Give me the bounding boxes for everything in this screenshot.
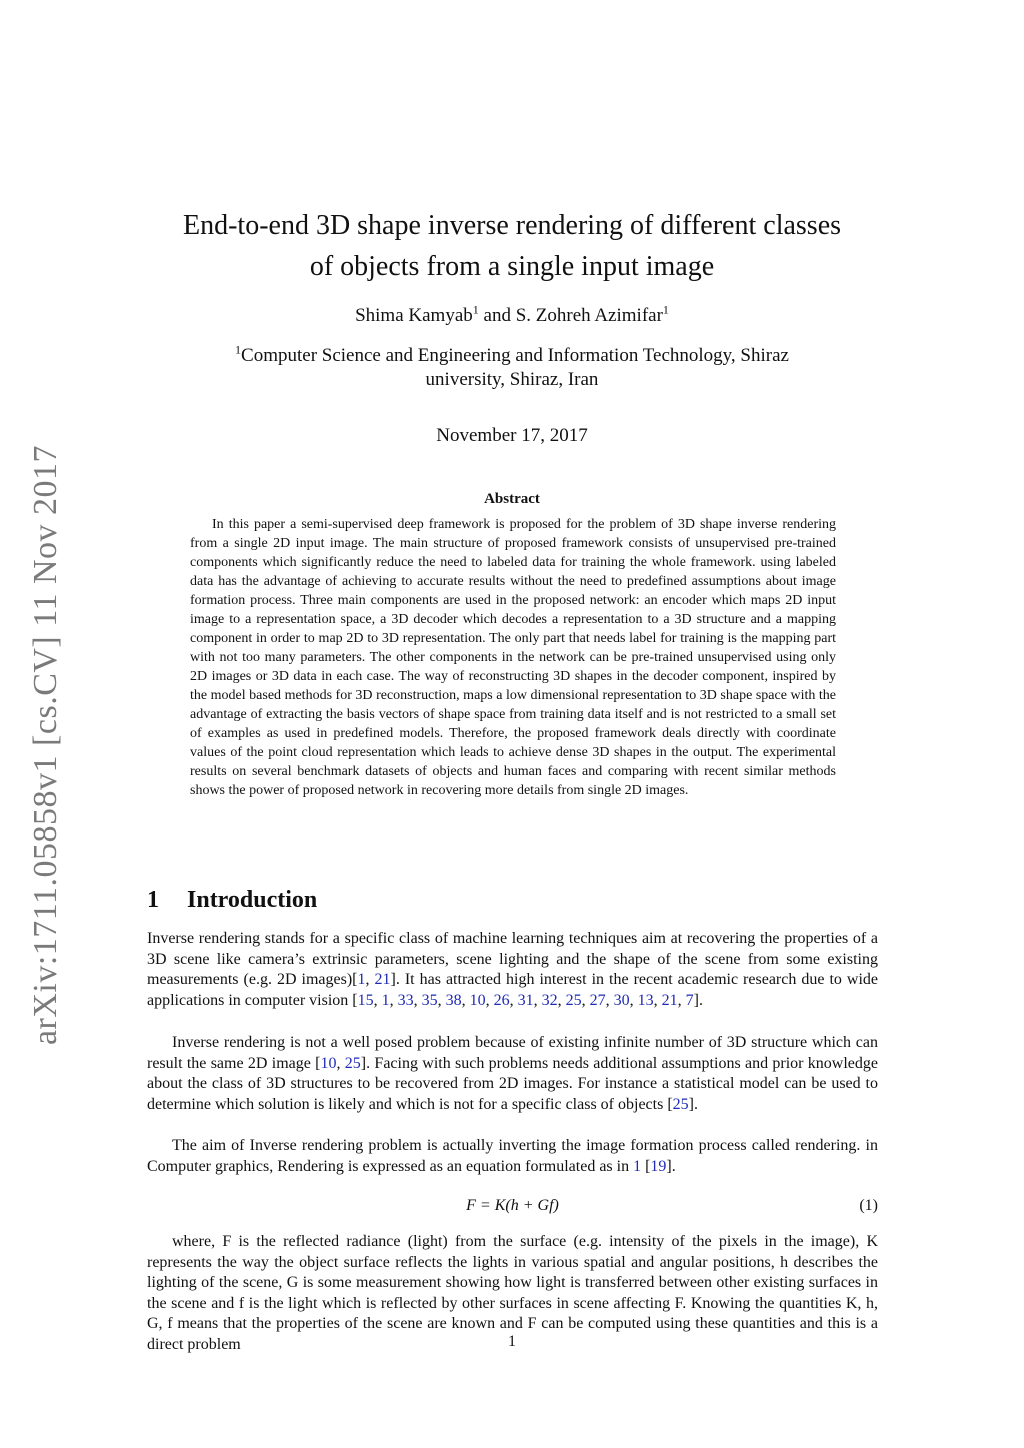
abstract-body: In this paper a semi-supervised deep framework is proposed for the problem of 3D shape inverse rendering from a single 2D input image. The main structure of proposed framework consists of unsupervised pre-trained components which significantly reduce the need to labeled data for training the whole framework. using labeled data has the advantage of achieving to accurate results without the need to predefined assumptions about image formation process. Three main components are used in the proposed network: an encoder which maps 2D input image to a representation space, a 3D decoder which decodes a representation to a 3D structure and a mapping component in order to map 2D to 3D representation. The only part that needs label for training is the mapping part with not too many parameters. The other components in the network can be pre-trained unsupervised using only 2D images or 3D data in each case. The way of reconstructing 3D shapes in the decoder component, inspired by the model based methods for 3D reconstruction, maps a low dimensional representation to 3D shape space with the advantage of extracting the basis vectors of shape space from training data itself and is not restricted to a small set of examples as used in predefined models. Therefore, the proposed framework deals directly with coordinate values of the point cloud representation which leads to achieve dense 3D shapes in the output. The experimental results on several benchmark datasets of objects and human faces and comparing with recent similar methods shows the power of proposed network in recovering more details from single 2D images. xyxy=(190,517,836,798)
citation-link[interactable]: 27 xyxy=(589,991,606,1009)
citation-separator: , xyxy=(389,991,398,1009)
affiliation-line-2: university, Shiraz, Iran xyxy=(425,369,599,390)
citation-link[interactable]: 21 xyxy=(374,971,391,989)
equation-number: (1) xyxy=(859,1197,878,1214)
affiliation xyxy=(170,344,854,392)
paragraph-text: The aim of Inverse rendering problem is actually inverting the image formation process called rendering. in Computer graphics, Rendering is expressed as an equation formulated as in xyxy=(147,1137,878,1175)
citation-link[interactable]: 25 xyxy=(344,1054,361,1072)
author-name: S. Zohreh Azimifar xyxy=(515,305,663,326)
citation-link[interactable]: 25 xyxy=(672,1095,689,1113)
intro-paragraph-3 xyxy=(147,1136,878,1177)
citation-link[interactable]: 13 xyxy=(637,991,654,1009)
citation-separator: , xyxy=(365,971,375,989)
citation-separator: , xyxy=(653,991,662,1009)
citation-link[interactable]: 31 xyxy=(517,991,534,1009)
citation-link[interactable]: 32 xyxy=(541,991,558,1009)
equation-1 xyxy=(147,1194,878,1218)
citation-link[interactable]: 1 xyxy=(357,971,366,989)
citation-link[interactable]: 35 xyxy=(421,991,438,1009)
section-title: Introduction xyxy=(187,887,318,913)
citation-separator: , xyxy=(336,1054,345,1072)
equation-reference-link[interactable]: 1 xyxy=(633,1157,642,1175)
citation-separator: , xyxy=(533,991,542,1009)
author-conjunction: and xyxy=(478,305,516,326)
citation-link[interactable]: 1 xyxy=(381,991,390,1009)
intro-paragraph-2 xyxy=(147,1033,878,1115)
publication-date: November 17, 2017 xyxy=(436,425,588,446)
citation-link[interactable]: 10 xyxy=(320,1054,337,1072)
citation-link[interactable]: 30 xyxy=(613,991,630,1009)
intro-paragraph-1 xyxy=(147,929,878,1011)
citation-link[interactable]: 7 xyxy=(685,991,694,1009)
citation-separator: , xyxy=(437,991,446,1009)
page-number: 1 xyxy=(508,1333,516,1350)
citation-separator: , xyxy=(413,991,422,1009)
affiliation-line-1: Computer Science and Engineering and Information Technology, Shiraz xyxy=(241,345,789,366)
author-list xyxy=(148,303,876,329)
equation-expression: F = K(h + Gf) xyxy=(466,1197,559,1214)
citation-separator: , xyxy=(509,991,518,1009)
paragraph-text: ]. xyxy=(693,991,703,1009)
citation-link[interactable]: 19 xyxy=(650,1157,667,1175)
citation-separator: , xyxy=(485,991,494,1009)
paragraph-text: Inverse rendering is not a well posed problem because of existing infinite number of 3D structure which can result the same 2D image [ xyxy=(147,1034,878,1072)
citation-link[interactable]: 10 xyxy=(469,991,486,1009)
citation-link[interactable]: 21 xyxy=(661,991,678,1009)
title-line-2: of objects from a single input image xyxy=(309,251,715,282)
citation-link[interactable]: 33 xyxy=(397,991,414,1009)
author-name: Shima Kamyab xyxy=(355,305,473,326)
citation-link[interactable]: 15 xyxy=(357,991,374,1009)
citation-separator: , xyxy=(557,991,566,1009)
citation-link[interactable]: 25 xyxy=(565,991,582,1009)
citation-separator: , xyxy=(629,991,638,1009)
citation-separator: , xyxy=(605,991,614,1009)
arxiv-identifier-stamp: arXiv:1711.05858v1 [cs.CV] 11 Nov 2017 xyxy=(27,444,64,1046)
paragraph-text: ]. It has attracted high interest in the recent academic research due to wide applications in computer vision [ xyxy=(147,971,879,1009)
citation-link[interactable]: 38 xyxy=(445,991,462,1009)
section-heading-introduction xyxy=(147,884,547,916)
paragraph-text: ]. xyxy=(666,1157,676,1175)
citation-link[interactable]: 26 xyxy=(493,991,510,1009)
affiliation-marker: 1 xyxy=(235,342,242,357)
paragraph-text: [ xyxy=(641,1157,651,1175)
affiliation-marker: 1 xyxy=(472,302,479,317)
citation-separator: , xyxy=(373,991,382,1009)
intro-paragraph-4: where, F is the reflected radiance (light) from the surface (e.g. intensity of the pixels in the image), K represents the way the object surface reflects the lights in various spatial and angular positions, h describes the lighting of the scene, G is some measurement showing how light is transferred between other existing surfaces in the scene and f is the light which is reflected by other surfaces in scene affecting F. Knowing the quantities K, h, G, f means that the properties of the scene are known and F can be computed using these quantities and this is a direct problem xyxy=(147,1233,878,1353)
citation-separator: , xyxy=(581,991,590,1009)
paragraph-text: Inverse rendering stands for a specific class of machine learning techniques aim at recovering the properties of a 3D scene like camera’s extrinsic parameters, scene lighting and the shape of the scene from some existing measurements (e.g. 2D images)[ xyxy=(147,930,878,989)
paragraph-text: ]. xyxy=(688,1095,698,1113)
citation-separator: , xyxy=(677,991,686,1009)
paragraph-text: ]. Facing with such problems needs additional assumptions and prior knowledge about the class of 3D structures to be recovered from 2D images. For instance a statistical model can be used to determine which solution is likely and which is not for a specific class of objects [ xyxy=(147,1054,878,1113)
affiliation-marker: 1 xyxy=(662,302,669,317)
title-line-1: End-to-end 3D shape inverse rendering of different classes xyxy=(182,210,842,241)
section-number: 1 xyxy=(147,887,159,913)
abstract-heading: Abstract xyxy=(484,491,540,507)
citation-separator: , xyxy=(461,991,470,1009)
paper-title xyxy=(148,205,876,287)
